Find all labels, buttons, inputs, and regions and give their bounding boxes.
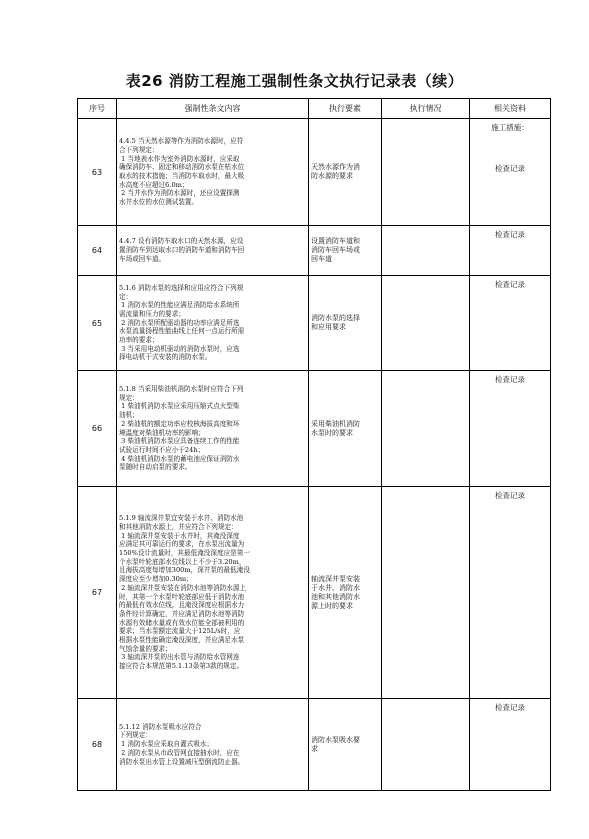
execution-status [382, 119, 470, 226]
material-item: 检查记录 [495, 375, 525, 384]
page-title: 表26 消防工程施工强制性条文执行记录表（续） [125, 72, 464, 90]
clause-line: 接应符合本规范第5.1.13条第3款的规定。 [119, 662, 244, 671]
clause-line: 且海拔高度每增加300m，深井泵的最低淹没 [119, 566, 250, 575]
clause-line: 气蚀余量的要求； [119, 644, 172, 653]
row-number: 65 [78, 276, 117, 371]
requirement-line: 于水井、消防水 [311, 583, 360, 592]
table-header-row [78, 99, 551, 119]
clause-line: 水井水位的水位测试装置。 [119, 198, 199, 207]
table-row [78, 487, 551, 699]
execution-status [382, 226, 470, 276]
clause-line: 消防水泵出水管上设置减压型倒流防止器。 [119, 757, 245, 766]
header-no: 序号 [78, 99, 117, 119]
clause-line: 水泵流量扬程性能曲线上任何一点运行所需 [119, 327, 245, 336]
clause-line: 2 柴油机的额定功率应校核海拔高度和环 [119, 419, 240, 428]
requirement-line: 采用柴油机消防 [311, 419, 360, 428]
header-content: 强制性条文内容 [117, 99, 309, 119]
requirement-line: 轴流深井泵安装 [311, 574, 360, 583]
clause-line: 2 轴流深井泵安装在消防水池等消防水源上 [119, 583, 247, 592]
requirement-line: 池和其他消防水 [311, 592, 360, 601]
requirement-line: 水泵时的要求 [311, 428, 353, 437]
clause-line: 1 消防水泵的性能应满足消防给水系统所 [119, 301, 240, 310]
header-ref: 相关资料 [470, 99, 551, 119]
clause-line: 境温度对柴油机功率的影响； [119, 428, 205, 437]
clause-line: 时，其第一个水泵叶轮底部应低于消防水池 [119, 592, 245, 601]
related-materials [470, 276, 551, 371]
clause-line: 试验运行时间不应小于24h； [119, 445, 205, 454]
execution-requirement [309, 699, 382, 791]
requirement-line: 防水源的要求 [311, 172, 353, 180]
clause-line: 油机； [119, 411, 139, 420]
execution-requirement [309, 226, 382, 276]
clause-line: 需流量和压力的要求； [119, 309, 185, 318]
clause-line: 根据水泵性能确定淹没深度，并应满足水泵 [119, 636, 245, 645]
row-number: 67 [78, 487, 117, 699]
clause-line: 150%设计流量时，其最低淹没深度应是第一 [119, 548, 250, 557]
requirement-line: 消防水泵的选择 [311, 314, 360, 322]
requirement-line: 消防水泵吸水要 [311, 735, 360, 744]
clause-line: 2 消防水泵从市政管网直接抽水时，应在 [119, 748, 240, 757]
clause-line: 3 轴流深井泵的出水管与消防给水管网连 [119, 653, 240, 662]
row-number: 66 [78, 371, 117, 487]
row-number: 63 [78, 119, 117, 226]
requirement-line: 消防车回车场或 [311, 246, 360, 254]
clause-line: 2 当井水作为消防水源时，还应设置探测 [119, 189, 240, 198]
requirement-line: 和应用要求 [311, 323, 346, 331]
clause-line: 5.1.8 当采用柴油机消防水泵时应符合下列 [119, 384, 244, 393]
clause-line: 5.1.6 消防水泵的选择和应用应符合下列规 [119, 283, 244, 292]
row-number: 64 [78, 226, 117, 276]
clause-line: 4 柴油机消防水泵的蓄电池应保证消防水 [119, 454, 240, 463]
clause-line: 取水的技术措施；当消防车取水时，最大吸 [119, 172, 245, 180]
header-status: 执行情况 [382, 99, 470, 119]
related-materials [470, 226, 551, 276]
clause-line: 应满足其可靠运行的要求，在水泵出流量为 [119, 540, 245, 549]
clause-content [117, 699, 309, 791]
execution-status [382, 276, 470, 371]
execution-requirement [309, 276, 382, 371]
clause-line: 功率的要求； [119, 336, 159, 345]
clause-line: 下列规定： [119, 731, 152, 740]
clause-line: 4.4.5 当天然水源等作为消防水源时，应符 [119, 137, 244, 146]
execution-status [382, 371, 470, 487]
clause-line: 个水泵叶轮底部水位线以上不少于3.20m， [119, 557, 246, 566]
row-number: 68 [78, 699, 117, 791]
clause-content [117, 487, 309, 699]
material-item: 检查记录 [495, 703, 525, 712]
execution-requirement [309, 371, 382, 487]
material-item: 检查记录 [495, 164, 525, 173]
clause-line: 5.1.12 消防水泵吸水应符合 [119, 722, 202, 731]
clause-content [117, 276, 309, 371]
record-table [77, 98, 551, 791]
clause-line: 5.1.9 轴流深井泵宜安装于水井、消防水池 [119, 514, 244, 523]
requirement-line: 源上时的要求 [311, 601, 353, 610]
clause-line: 3 柴油机消防水泵应具备连续工作的性能 [119, 437, 240, 446]
related-materials [470, 699, 551, 791]
table-row [78, 371, 551, 487]
clause-line: 2 消防水泵所配驱动器的功率应满足所选 [119, 318, 240, 327]
material-item: 检查记录 [495, 491, 525, 500]
table-row [78, 119, 551, 226]
clause-line: 水源有效储水量或有效水位能全部被利用的 [119, 618, 245, 627]
material-item: 检查记录 [495, 280, 525, 289]
clause-content [117, 119, 309, 226]
table-row [78, 699, 551, 791]
clause-line: 定： [119, 292, 133, 301]
clause-line: 置消防车到达取水口的消防车道和消防车回 [119, 246, 245, 255]
related-materials [470, 371, 551, 487]
clause-line: 3 当采用电动机驱动的消防水泵时，应选 [119, 344, 240, 353]
clause-line: 1 轴流深井泵安装于水井时，其淹没深度 [119, 531, 240, 540]
clause-line: 确保消防车、固定和移动消防水泵在枯水位 [119, 163, 245, 172]
clause-line: 的最低有效水位线，且淹没深度应根据水力 [119, 601, 245, 610]
execution-requirement [309, 119, 382, 226]
execution-status [382, 487, 470, 699]
requirement-line: 设置消防车道和 [311, 237, 360, 245]
clause-line: 条件经计算确定，并应满足消防水池等消防 [119, 609, 245, 618]
requirement-line: 天然水源作为消 [311, 163, 360, 171]
clause-line: 要求；当水泵额定流量大于125L/s时，应 [119, 627, 241, 636]
clause-line: 车场或回车道。 [119, 254, 166, 263]
clause-line: 深度应至少增加0.30m； [119, 575, 193, 584]
clause-line: 合下列规定： [119, 145, 159, 154]
table-row [78, 226, 551, 276]
header-requirement: 执行要素 [309, 99, 382, 119]
execution-requirement [309, 487, 382, 699]
clause-content [117, 371, 309, 487]
related-materials [470, 119, 551, 226]
clause-line: 择电动机干式安装的消防水泵。 [119, 353, 212, 362]
clause-line: 规定： [119, 393, 139, 402]
clause-content [117, 226, 309, 276]
material-item: 检查记录 [495, 230, 525, 239]
clause-line: 4.4.7 设有消防车取水口的天然水源，应设 [119, 237, 244, 246]
requirement-line: 回车道 [311, 255, 332, 263]
clause-line: 和其他消防水源上，并应符合下列规定： [119, 522, 238, 531]
clause-line: 水高度不应超过6.0m； [119, 180, 189, 189]
clause-line: 泵随时自动启泵的要求。 [119, 463, 192, 472]
requirement-line: 求 [311, 744, 318, 753]
clause-line: 1 消防水泵应采取自灌式吸水； [119, 740, 214, 749]
clause-line: 1 柴油机消防水泵应采用压缩式点火型柴 [119, 402, 240, 411]
related-materials [470, 487, 551, 699]
material-item: 施工措施： [491, 123, 529, 132]
table-row [78, 276, 551, 371]
execution-status [382, 699, 470, 791]
clause-line: 1 当地表水作为室外消防水源时，应采取 [119, 154, 240, 163]
